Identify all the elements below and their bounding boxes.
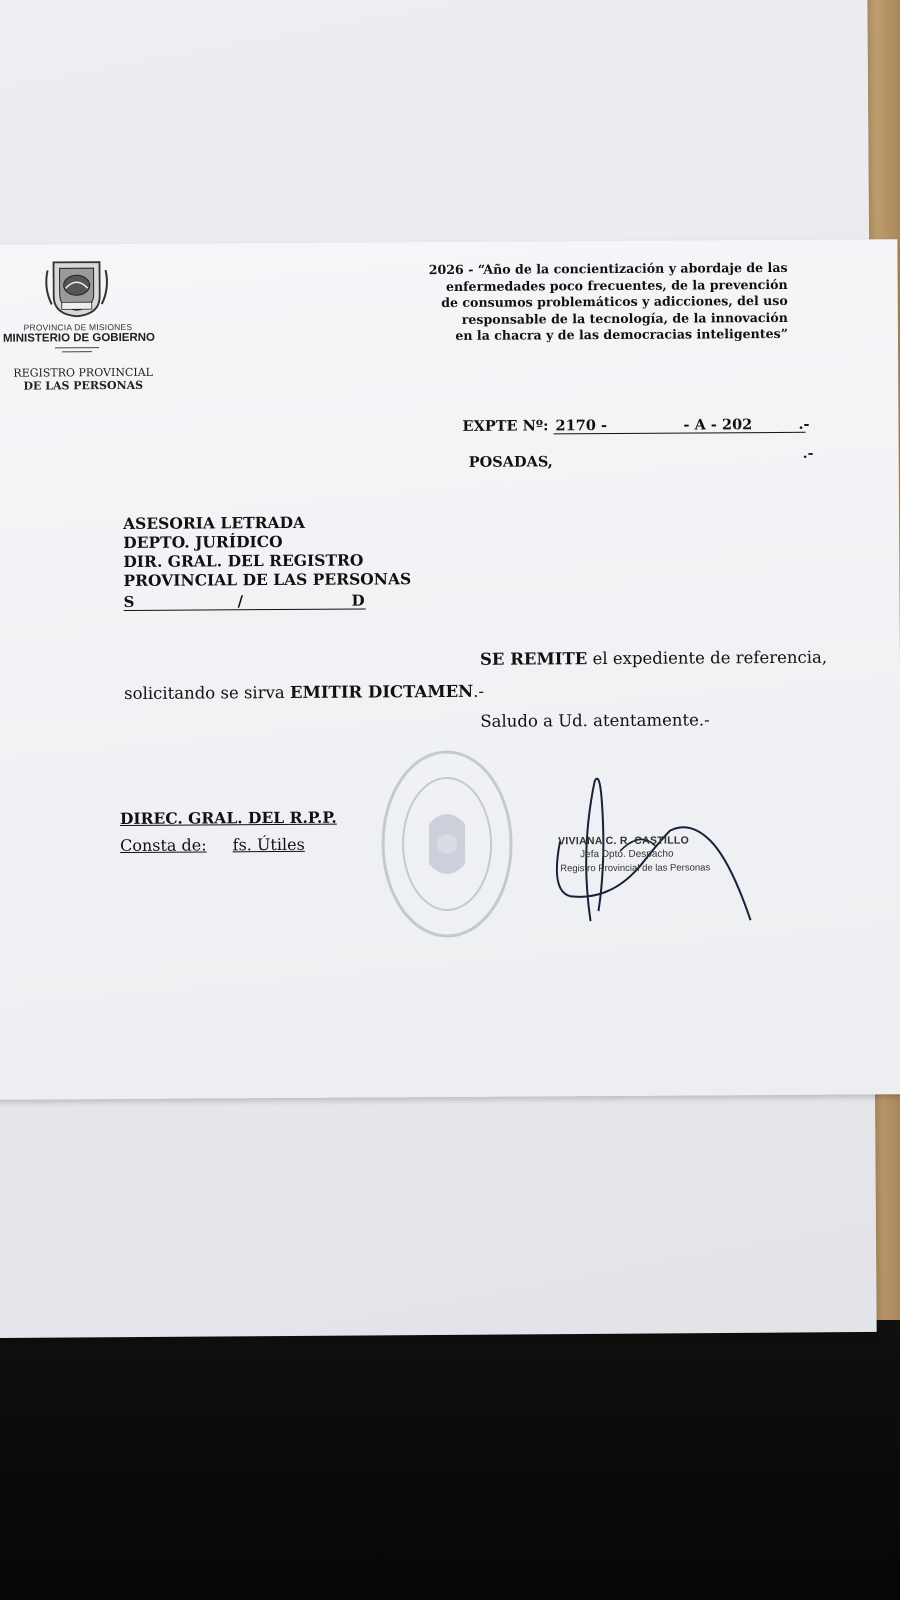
province-name: PROVINCIA DE MISIONES	[23, 321, 133, 333]
city-label: POSADAS,	[468, 453, 553, 471]
motto-line: de consumos problemáticos y adicciones, del uso	[441, 292, 788, 311]
remit-rest: el expediente de referencia,	[587, 647, 828, 669]
remit-bold: SE REMITE	[479, 649, 588, 669]
signer-name: VIVIANA C. R. CASTILLO	[558, 834, 690, 848]
request-bold: EMITIR DICTAMEN	[289, 681, 474, 702]
divider	[55, 347, 99, 348]
file-number-value: 2170 -	[555, 417, 608, 435]
office-name-line1: REGISTRO PROVINCIAL	[13, 365, 153, 380]
sd-slash: /	[237, 592, 244, 611]
signer-office: Registro Provincial de las Personas	[560, 862, 711, 875]
motto-line: 2026 - “Año de la concientización y abordaje de las	[428, 259, 788, 278]
addressee-block	[123, 512, 411, 590]
addressee-line: DIR. GRAL. DEL REGISTRO	[123, 550, 364, 571]
office-name-line2: DE LAS PERSONAS	[23, 378, 144, 393]
file-letter-value: - A - 202	[683, 416, 753, 434]
file-number-end: .-	[798, 415, 810, 433]
addressee-line: PROVINCIAL DE LAS PERSONAS	[123, 569, 412, 590]
dark-surface	[0, 1320, 900, 1600]
sd-s: S	[123, 592, 135, 611]
divider	[62, 351, 92, 352]
ministry-name: MINISTERIO DE GOBIERNO	[2, 331, 156, 345]
pages-label: Consta de:	[120, 835, 207, 856]
motto-line: en la chacra y de las democracias inteligentes”	[455, 325, 788, 343]
request-paragraph	[124, 682, 484, 703]
sd-d: D	[351, 591, 365, 610]
document-sheet	[0, 239, 900, 1100]
request-start: solicitando se sirva	[124, 682, 291, 703]
su-despacho-line	[124, 591, 366, 610]
addressee-line: DEPTO. JURÍDICO	[123, 532, 283, 552]
official-seal-icon	[376, 744, 517, 945]
motto-line: responsable de la tecnología, de la innovación	[461, 309, 788, 327]
pages-rest: fs. Útiles	[232, 834, 305, 855]
provincial-coat-of-arms-icon	[41, 258, 111, 318]
addressee-line: ASESORIA LETRADA	[123, 512, 306, 533]
direction-footer: DIREC. GRAL. DEL R.P.P.	[119, 807, 337, 829]
motto-line: enfermedades poco frecuentes, de la prevención	[445, 276, 788, 294]
file-number-field	[553, 415, 810, 435]
date-end: .-	[802, 445, 814, 462]
file-number-label: EXPTE Nº:	[462, 417, 549, 435]
greeting: Saludo a Ud. atentamente.-	[480, 710, 710, 731]
request-end: .-	[473, 681, 485, 701]
file-number	[462, 415, 810, 435]
signer-role: Jefa Dpto. Despacho	[580, 848, 674, 861]
remit-paragraph	[480, 648, 827, 669]
year-motto	[328, 260, 788, 345]
pages-count	[120, 835, 305, 855]
